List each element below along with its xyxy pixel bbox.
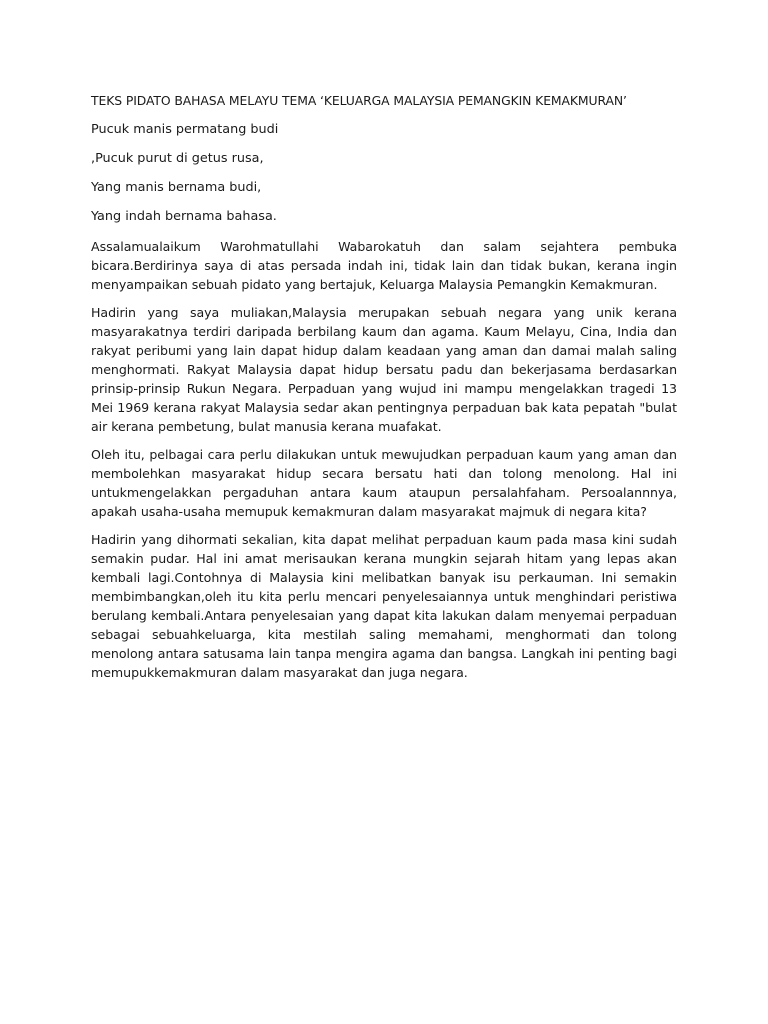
poem-line-4: Yang indah bernama bahasa. [91,209,277,224]
poem-line-3: Yang manis bernama budi, [91,180,262,195]
poem-line-1: Pucuk manis permatang budi [91,122,279,137]
poem-line-2: ,Pucuk purut di getus rusa, [91,151,264,166]
paragraph-ways-unity: Oleh itu, pelbagai cara perlu dilakukan untuk mewujudkan perpaduan kaum yang aman dan membolehkan masyarakat hidup secara bersatu hati dan tolong menolong. Hal ini untukmengelakkan pergaduhan antara kaum ataupun persalahfaham. Persoalannnya, apakah usaha-usaha memupuk kemakmuran dalam masyarakat majmuk di negara kita? [91,447,677,519]
document-title: TEKS PIDATO BAHASA MELAYU TEMA ‘KELUARGA MALAYSIA PEMANGKIN KEMAKMURAN’ [91,93,627,108]
paragraph-solutions: Hadirin yang dihormati sekalian, kita dapat melihat perpaduan kaum pada masa kini sudah semakin pudar. Hal ini amat merisaukan kerana mungkin sejarah hitam yang lepas akan kembali lagi.Contohnya di Malaysia kini melibatkan banyak isu perkauman. Ini semakin membimbangkan,oleh itu kita perlu mencari penyelesaiannya untuk menghindari peristiwa berulang kembali.Antara penyelesaian yang dapat kita lakukan dalam menyemai perpaduan sebagai sebuahkeluarga, kita mestilah saling memahami, menghormati dan tolong menolong antara satusama lain tanpa mengira agama dan bangsa. Langkah ini penting bagi memupukkemakmuran dalam masyarakat dan juga negara. [91,532,677,680]
paragraph-malaysia-unity: Hadirin yang saya muliakan,Malaysia merupakan sebuah negara yang unik kerana masyarakatnya terdiri daripada berbilang kaum dan agama. Kaum Melayu, Cina, India dan rakyat peribumi yang lain dapat hidup dalam keadaan yang aman dan damai malah saling menghormati. Rakyat Malaysia dapat hidup bersatu padu dan bekerjasama berdasarkan prinsip-prinsip Rukun Negara. Perpaduan yang wujud ini mampu mengelakkan tragedi 13 Mei 1969 kerana rakyat Malaysia sedar akan pentingnya perpaduan bak kata pepatah "bulat air kerana pembetung, bulat manusia kerana muafakat. [91,305,677,434]
paragraph-greeting: Assalamualaikum Warohmatullahi Wabarokatuh dan salam sejahtera pembuka bicara.Berdirinya saya di atas persada indah ini, tidak lain dan tidak bukan, kerana ingin menyampaikan sebuah pidato yang bertajuk, Keluarga Malaysia Pemangkin Kemakmuran. [91,239,677,292]
